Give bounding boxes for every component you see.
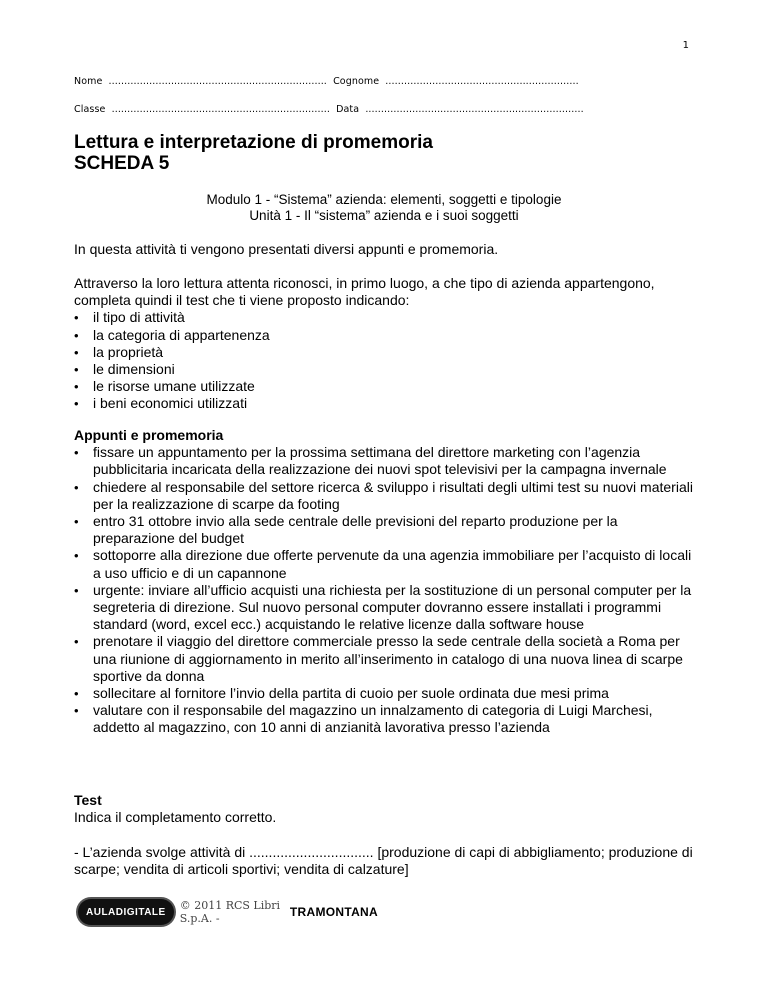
instructions-block <box>74 275 702 413</box>
module-line: Modulo 1 - “Sistema” azienda: elementi, soggetti e tipologie <box>206 192 562 207</box>
list-item: • il tipo di attività <box>74 309 702 326</box>
cognome-field[interactable]: .............................................................. <box>385 76 579 87</box>
page-title <box>74 132 433 174</box>
classe-field[interactable]: ...................................................................... <box>111 104 330 115</box>
list-item: • entro 31 ottobre invio alla sede centrale delle previsioni del reparto produzione per la preparazione del budget <box>74 513 702 547</box>
class-date-row <box>74 104 584 115</box>
module-subheading <box>74 192 694 224</box>
title-line-2: SCHEDA 5 <box>74 153 170 174</box>
question-1: - L’azienda svolge attività di ................................ [produzione di capi di abbigliamento; produzione di scarpe; vendita di articoli sportivi; vendita di calzature] <box>74 844 693 878</box>
test-block <box>74 792 702 826</box>
list-item: • valutare con il responsabile del magazzino un innalzamento di categoria di Luigi Marchesi, addetto al magazzino, con 10 anni di anzianità lavorativa presso l’azienda <box>74 702 702 736</box>
notes-heading: Appunti e promemoria <box>74 427 224 443</box>
test-instruction: Indica il completamento corretto. <box>74 809 277 826</box>
publisher-logo <box>78 890 378 934</box>
test-heading: Test <box>74 792 102 808</box>
notes-block <box>74 427 702 737</box>
nome-field[interactable]: ...................................................................... <box>108 76 327 87</box>
data-field[interactable]: ...................................................................... <box>365 104 584 115</box>
classe-label: Classe <box>74 104 106 115</box>
intro-paragraph: In questa attività ti vengono presentati diversi appunti e promemoria. <box>74 241 499 257</box>
nome-label: Nome <box>74 76 103 87</box>
auladigitale-badge: AULADIGITALE <box>78 899 174 925</box>
list-item: • le risorse umane utilizzate <box>74 378 702 395</box>
cognome-label: Cognome <box>333 76 380 87</box>
list-item: • le dimensioni <box>74 361 702 378</box>
intro-block <box>74 241 702 258</box>
list-item: • chiedere al responsabile del settore ricerca & sviluppo i risultati degli ultimi test su nuovi materiali per la realizzazione di scarpe da footing <box>74 479 702 513</box>
list-item: • fissare un appuntamento per la prossima settimana del direttore marketing con l’agenzia pubblicitaria incaricata della realizzazione dei nuovi spot televisivi per la campagna invernale <box>74 444 702 478</box>
list-item: • prenotare il viaggio del direttore commerciale presso la sede centrale della società a Roma per una riunione di aggiornamento in merito all’inserimento in catalogo di una nuova linea di scarpe sportive da donna <box>74 633 702 685</box>
criteria-list <box>74 309 702 412</box>
instructions-paragraph: Attraverso la loro lettura attenta riconosci, in primo luogo, a che tipo di azienda appartengono, completa quindi il test che ti viene proposto indicando: <box>74 275 655 309</box>
list-item: • urgente: inviare all’ufficio acquisti una richiesta per la sostituzione di un personal computer per la segreteria di direzione. Sul nuovo personal computer dovranno essere installati i programmi standard (word, excel ecc.) acquistando le relative licenze dalla software house <box>74 582 702 634</box>
list-item: • i beni economici utilizzati <box>74 395 702 412</box>
tramontana-brand: TRAMONTANA <box>289 905 378 919</box>
name-surname-row <box>74 76 579 87</box>
list-item: • la categoria di appartenenza <box>74 327 702 344</box>
notes-list <box>74 444 702 736</box>
list-item: • sottoporre alla direzione due offerte pervenute da una agenzia immobiliare per l’acquisto di locali a uso ufficio e di un capannone <box>74 547 702 581</box>
list-item: • la proprietà <box>74 344 702 361</box>
copyright-text: © 2011 RCS Libri S.p.A. - <box>179 899 281 925</box>
title-line-1: Lettura e interpretazione di promemoria <box>74 132 433 153</box>
question-block <box>74 844 702 878</box>
data-label: Data <box>336 104 360 115</box>
page-number: 1 <box>682 40 689 51</box>
list-item: • sollecitare al fornitore l’invio della partita di cuoio per suole ordinata due mesi prima <box>74 685 702 702</box>
unit-line: Unità 1 - Il “sistema” azienda e i suoi soggetti <box>249 208 519 223</box>
